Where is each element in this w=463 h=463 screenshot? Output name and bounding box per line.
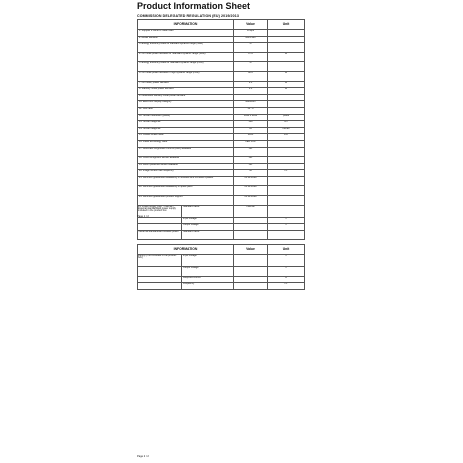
row-information: 22. Minimum guaranteed availability of spare parts (138, 186, 234, 196)
table-row (138, 36, 305, 43)
power-supply-sub-label: Input voltage (183, 217, 197, 220)
power-supply-sub-label: Output voltage (183, 223, 199, 227)
row-value: 43 (234, 127, 268, 134)
row-information: 18. Voice recognition sensor available (138, 157, 234, 164)
row-information: 20. Image refresh rate frequency (138, 170, 234, 177)
row-unit: cm² (268, 134, 305, 141)
table-row (138, 147, 305, 157)
table-row (138, 30, 305, 37)
table-row (138, 140, 305, 147)
row-unit: W (268, 71, 305, 81)
table-row (138, 186, 305, 196)
row-value (234, 217, 268, 224)
power-supply-sub-label: Standard name (183, 205, 200, 208)
row-information: 7. Off mode, power demand (138, 81, 234, 88)
row-value: 0.3 (234, 88, 268, 95)
row-value: NO (234, 163, 268, 170)
table-row (138, 107, 305, 114)
row-unit (268, 30, 305, 37)
table-row (138, 196, 305, 206)
table-row (138, 94, 305, 101)
row-value: 3840 x 2160 (234, 114, 268, 121)
row-unit: Hz (268, 283, 305, 290)
row-unit (268, 205, 305, 217)
row-unit (268, 186, 305, 196)
row-unit (268, 176, 305, 186)
row-information: 4. On mode power demand for Standard dynamic range (SDR) (138, 52, 234, 62)
row-unit (268, 43, 305, 53)
row-value: 67.0 (234, 52, 268, 62)
row-information: 19. Room presence sensor available (138, 163, 234, 170)
power-supply-cell (138, 217, 234, 224)
continued-supply-cell (138, 267, 234, 277)
row-unit: V (268, 224, 305, 231)
table-row (138, 224, 305, 231)
row-unit (268, 196, 305, 206)
row-unit (268, 62, 305, 72)
table-row (138, 217, 305, 224)
row-value: Philips (234, 30, 268, 37)
row-value: G (234, 62, 268, 72)
table-row (138, 101, 305, 108)
row-information: 11. Size ratio (138, 107, 234, 114)
row-unit: V (268, 267, 305, 277)
table-row (138, 81, 305, 88)
row-information: 3. Energy efficiency class for standard dynamic range (SDR) (138, 43, 234, 53)
continued-supply-label (138, 283, 182, 289)
continued-supply-sub-label: Frequency (183, 282, 195, 286)
table-row (138, 255, 305, 267)
row-unit: Hz (268, 170, 305, 177)
row-value (234, 276, 268, 283)
continued-supply-label (138, 267, 182, 276)
table-row (138, 121, 305, 128)
header-value: Value (234, 245, 268, 255)
regulation-subtitle: COMMISSION DELEGATED REGULATION (EU) 2019/2013 (137, 14, 239, 18)
row-information: 8. Standby mode power demand (138, 88, 234, 95)
power-supply-cell (138, 205, 234, 217)
table-row (138, 134, 305, 141)
row-information: 10. Electronic display category (138, 101, 234, 108)
row-information: 5. Energy efficiency class for Standard dynamic range (HDR) (138, 62, 234, 72)
row-information: 6. On mode power demand in high dynamic range (HDR) (138, 71, 234, 81)
row-information: 23. Minimum guaranteed product support (138, 196, 234, 206)
continued-supply-label: supply (if not included in the product box) (138, 255, 182, 266)
row-information: 1. Supplier's name or trade mark (138, 30, 234, 37)
header-value: Value (234, 20, 268, 30)
power-supply-cell (138, 224, 234, 231)
row-value: 01.12.2028 (234, 196, 268, 206)
table-row (138, 205, 305, 217)
row-value: 108 (234, 121, 268, 128)
row-information: 2. Model identifier (138, 36, 234, 43)
row-unit (268, 147, 305, 157)
row-value: 16 : 9 (234, 107, 268, 114)
row-value: 4955 (234, 134, 268, 141)
row-unit: inches (268, 127, 305, 134)
row-information: 9. Networked standby mode power demand (138, 94, 234, 101)
row-value (234, 267, 268, 277)
row-value: NO (234, 147, 268, 157)
header-information: INFORMATION (138, 245, 234, 255)
table-row (138, 283, 305, 290)
row-unit (268, 36, 305, 43)
row-information: 12. Screen resolution (pixels) (138, 114, 234, 121)
continued-supply-sub-label: Input voltage (183, 254, 197, 257)
continued-supply-label (138, 277, 182, 283)
page-number: Page 1 / 2 (137, 215, 149, 218)
row-value: 01.12.2028 (234, 176, 268, 186)
row-value: G (234, 43, 268, 53)
row-unit: V (268, 217, 305, 224)
table-row (138, 267, 305, 277)
row-value (234, 255, 268, 267)
table-row (138, 170, 305, 177)
row-unit: W (268, 88, 305, 95)
table-row (138, 88, 305, 95)
table-row (138, 176, 305, 186)
row-value (234, 94, 268, 101)
row-unit (268, 107, 305, 114)
row-value: 43PUS8X (234, 36, 268, 43)
power-supply-label: 24. Power supply type: - Internal - External standardised power supply included in the product box (138, 206, 182, 217)
table-row (138, 43, 305, 53)
table-row (138, 62, 305, 72)
power-supply-label (138, 224, 182, 230)
table-row (138, 157, 305, 164)
table-row (138, 163, 305, 170)
row-information: 14. Screen diagonal (138, 127, 234, 134)
row-unit: pixels (268, 114, 305, 121)
continued-supply-sub-label: Required current (183, 276, 201, 279)
row-value: LED LCD (234, 140, 268, 147)
product-info-table (137, 19, 305, 240)
header-unit: Unit (268, 245, 305, 255)
row-unit: A (268, 276, 305, 283)
row-unit: cm (268, 121, 305, 128)
row-value (234, 224, 268, 231)
header-unit: Unit (268, 20, 305, 30)
row-unit: V (268, 255, 305, 267)
row-value: 01.12.2028 (234, 186, 268, 196)
continued-supply-cell (138, 255, 234, 267)
row-value: 98.0 (234, 71, 268, 81)
row-information: 13. Screen diagonal (138, 121, 234, 128)
table-row (138, 127, 305, 134)
row-value (234, 283, 268, 290)
row-unit (268, 140, 305, 147)
row-unit (268, 94, 305, 101)
continued-supply-cell (138, 283, 234, 290)
row-unit (268, 157, 305, 164)
page-title: Product Information Sheet (137, 1, 251, 11)
row-value: television (234, 101, 268, 108)
product-info-table-continued (137, 244, 305, 290)
row-information: 16. Panel technology used (138, 140, 234, 147)
sheet-page-2 (0, 232, 463, 463)
external-supply-label: - External standardised suitable power (138, 231, 182, 240)
row-unit (268, 163, 305, 170)
row-value: 0.3 (234, 81, 268, 88)
table-row (138, 71, 305, 81)
row-value: 50 (234, 170, 268, 177)
row-information: 17. Automatic Brightness Control (ABC) available (138, 147, 234, 157)
row-unit (268, 101, 305, 108)
page-number: Page 2 / 2 (137, 455, 149, 458)
table-row (138, 52, 305, 62)
row-unit: W (268, 81, 305, 88)
table-row (138, 114, 305, 121)
row-unit: W (268, 52, 305, 62)
external-supply-sub-label: Standard name (183, 230, 200, 233)
table-row (138, 276, 305, 283)
continued-supply-cell (138, 276, 234, 283)
header-information: INFORMATION (138, 20, 234, 30)
power-supply-label (138, 218, 182, 224)
row-information: 15. Visible screen area (138, 134, 234, 141)
continued-supply-sub-label: Output voltage (183, 266, 199, 269)
row-information: 21. Minimum guaranteed availability of software and firmware updates (138, 176, 234, 186)
row-value: Internal (234, 205, 268, 217)
row-value: NO (234, 157, 268, 164)
